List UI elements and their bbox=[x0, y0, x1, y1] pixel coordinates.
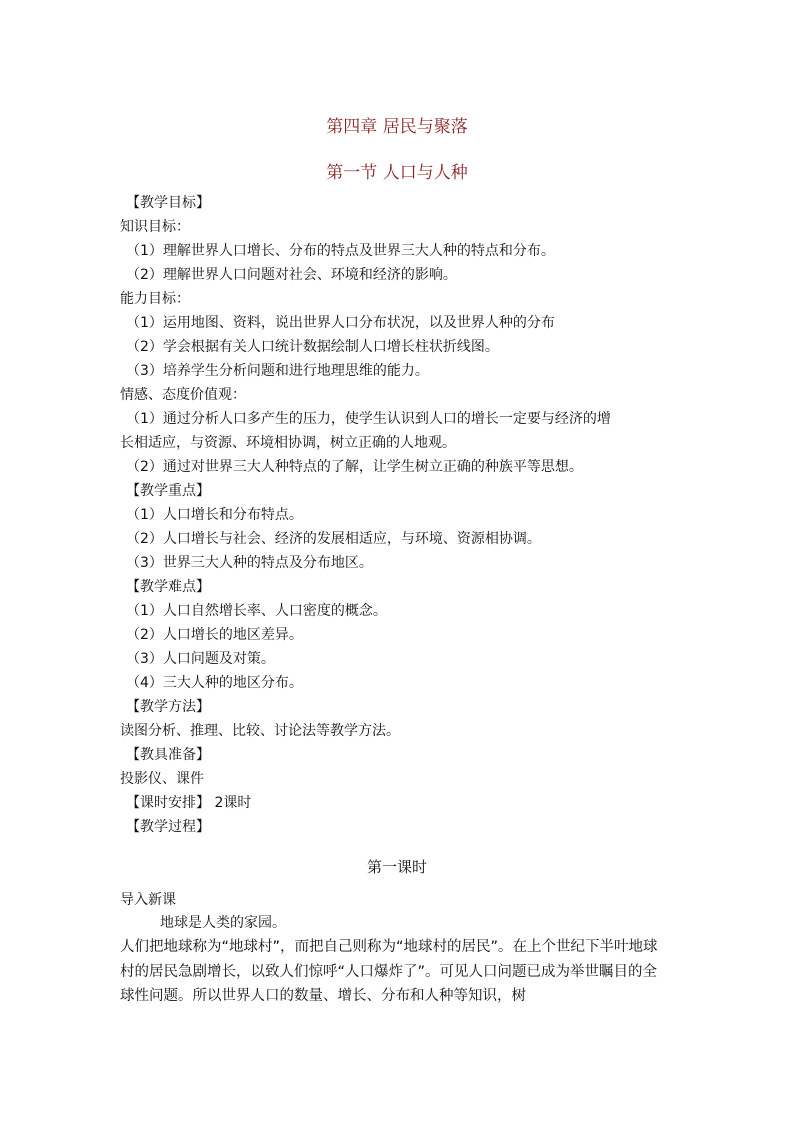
heading-materials: 【教具准备】 bbox=[126, 747, 210, 763]
heading-teaching-methods: 【教学方法】 bbox=[126, 699, 210, 715]
knowledge-goals-label: 知识目标： bbox=[120, 219, 190, 235]
emotion-goal-1-line-1: （1）通过分析人口多产生的压力，使学生认识到人口的增长一定要与经济的增 bbox=[126, 411, 611, 427]
key-point-3: （3）世界三大人种的特点及分布地区。 bbox=[126, 555, 373, 571]
emotion-goal-2: （2）通过对世界三大人种特点的了解，让学生树立正确的种族平等思想。 bbox=[126, 459, 583, 475]
chapter-title: 第四章 居民与聚落 bbox=[326, 117, 468, 137]
heading-difficulties: 【教学难点】 bbox=[126, 579, 210, 595]
teaching-methods-text: 读图分析、推理、比较、讨论法等教学方法。 bbox=[120, 723, 400, 739]
class-hours: 【课时安排】 2课时 bbox=[126, 795, 252, 811]
lesson-title: 第一课时 bbox=[366, 858, 427, 876]
emotion-goal-1-line-2: 长相适应，与资源、环境相协调，树立正确的人地观。 bbox=[120, 435, 456, 451]
emotion-goals-label: 情感、态度价值观： bbox=[120, 387, 246, 403]
section-title: 第一节 人口与人种 bbox=[326, 163, 468, 183]
intro-paragraph: 人们把地球称为“地球村”，而把自己则称为“地球村的居民”。在上个世纪下半叶地球村的居民急剧增长，以致人们惊呼“人口爆炸了”。可见人口问题已成为举世瞩目的全球性问题。所以世界人口的数量、增长、分布和人种等知识，树 bbox=[120, 939, 658, 1004]
ability-goal-1: （1）运用地图、资料，说出世界人口分布状况，以及世界人种的分布 bbox=[126, 315, 555, 331]
ability-goal-3: （3）培养学生分析问题和进行地理思维的能力。 bbox=[126, 363, 429, 379]
heading-teaching-goals: 【教学目标】 bbox=[126, 195, 210, 211]
materials-text: 投影仪、课件 bbox=[120, 771, 204, 787]
difficulty-1: （1）人口自然增长率、人口密度的概念。 bbox=[126, 603, 387, 619]
difficulty-2: （2）人口增长的地区差异。 bbox=[126, 627, 303, 643]
key-point-1: （1）人口增长和分布特点。 bbox=[126, 507, 303, 523]
difficulty-3: （3）人口问题及对策。 bbox=[126, 651, 275, 667]
intro-heading: 导入新课 bbox=[120, 892, 176, 908]
ability-goals-label: 能力目标： bbox=[120, 291, 190, 307]
heading-key-points: 【教学重点】 bbox=[126, 483, 210, 499]
key-point-2: （2）人口增长与社会、经济的发展相适应，与环境、资源相协调。 bbox=[126, 531, 541, 547]
knowledge-goal-2: （2）理解世界人口问题对社会、环境和经济的影响。 bbox=[126, 267, 457, 283]
intro-first-line: 地球是人类的家园。 bbox=[160, 915, 286, 931]
difficulty-4: （4）三大人种的地区分布。 bbox=[126, 675, 303, 691]
knowledge-goal-1: （1）理解世界人口增长、分布的特点及世界三大人种的特点和分布。 bbox=[126, 243, 555, 259]
heading-teaching-process: 【教学过程】 bbox=[126, 819, 210, 835]
ability-goal-2: （2）学会根据有关人口统计数据绘制人口增长柱状折线图。 bbox=[126, 339, 499, 355]
